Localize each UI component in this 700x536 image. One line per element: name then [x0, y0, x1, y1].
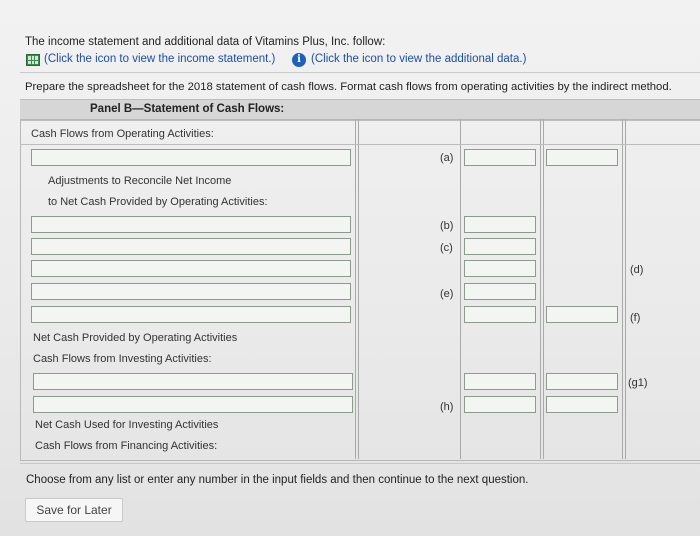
cf-operating-label: Cash Flows from Operating Activities: — [31, 128, 214, 140]
code-e: (e) — [440, 288, 454, 300]
column-divider — [543, 119, 544, 459]
panel-title: Panel B—Statement of Cash Flows: — [90, 103, 285, 115]
income-statement-link[interactable]: (Click the icon to view the income statement.) — [44, 53, 276, 65]
additional-data-link[interactable]: (Click the icon to view the additional data.) — [311, 53, 527, 65]
value-f-input[interactable] — [464, 306, 536, 323]
adjustment-f-input[interactable] — [31, 306, 351, 323]
code-b: (b) — [440, 220, 454, 232]
adjustment-c-input[interactable] — [31, 238, 351, 255]
spreadsheet-icon[interactable] — [26, 54, 40, 66]
cf-investing-label: Cash Flows from Investing Activities: — [33, 353, 212, 365]
value-e-input[interactable] — [464, 283, 536, 300]
adjustment-b-input[interactable] — [31, 216, 351, 233]
instruction-text: Prepare the spreadsheet for the 2018 statement of cash flows. Format cash flows from operating activities by the indirect method. — [25, 81, 672, 93]
column-divider — [625, 119, 626, 459]
value-h-input[interactable] — [464, 396, 536, 413]
value-b-input[interactable] — [464, 216, 536, 233]
divider — [20, 463, 700, 464]
intro-text: The income statement and additional data of Vitamins Plus, Inc. follow: — [25, 36, 386, 48]
column-divider — [540, 119, 541, 459]
column-divider — [355, 119, 356, 459]
info-icon[interactable]: i — [292, 53, 306, 67]
value-d-input[interactable] — [464, 260, 536, 277]
adjustments-label-2: to Net Cash Provided by Operating Activities: — [48, 196, 268, 208]
total-f-input[interactable] — [546, 306, 618, 323]
value-c-input[interactable] — [464, 238, 536, 255]
value-a-input[interactable] — [464, 149, 536, 166]
operating-item-input[interactable] — [31, 149, 351, 166]
column-divider — [460, 119, 461, 459]
total-g1-input[interactable] — [546, 373, 618, 390]
footer-prompt: Choose from any list or enter any number in the input fields and then continue to the next question. — [26, 474, 529, 486]
total-h-input[interactable] — [546, 396, 618, 413]
column-divider — [622, 119, 623, 459]
column-divider — [358, 119, 359, 459]
total-a-input[interactable] — [546, 149, 618, 166]
investing-g1-input[interactable] — [33, 373, 353, 390]
investing-h-input[interactable] — [33, 396, 353, 413]
code-h: (h) — [440, 401, 454, 413]
net-cash-investing-label: Net Cash Used for Investing Activities — [35, 419, 219, 431]
cf-financing-label: Cash Flows from Financing Activities: — [35, 440, 218, 452]
divider — [20, 72, 700, 73]
code-d: (d) — [630, 264, 644, 276]
net-cash-operating-label: Net Cash Provided by Operating Activities — [33, 332, 238, 344]
row-divider — [20, 144, 700, 145]
adjustment-d-input[interactable] — [31, 260, 351, 277]
save-for-later-button[interactable]: Save for Later — [25, 498, 123, 522]
value-g1-input[interactable] — [464, 373, 536, 390]
code-f: (f) — [630, 312, 641, 324]
code-g1: (g1) — [628, 377, 648, 389]
code-c: (c) — [440, 242, 453, 254]
code-a: (a) — [440, 152, 454, 164]
adjustment-e-input[interactable] — [31, 283, 351, 300]
adjustments-label: Adjustments to Reconcile Net Income — [48, 175, 232, 187]
